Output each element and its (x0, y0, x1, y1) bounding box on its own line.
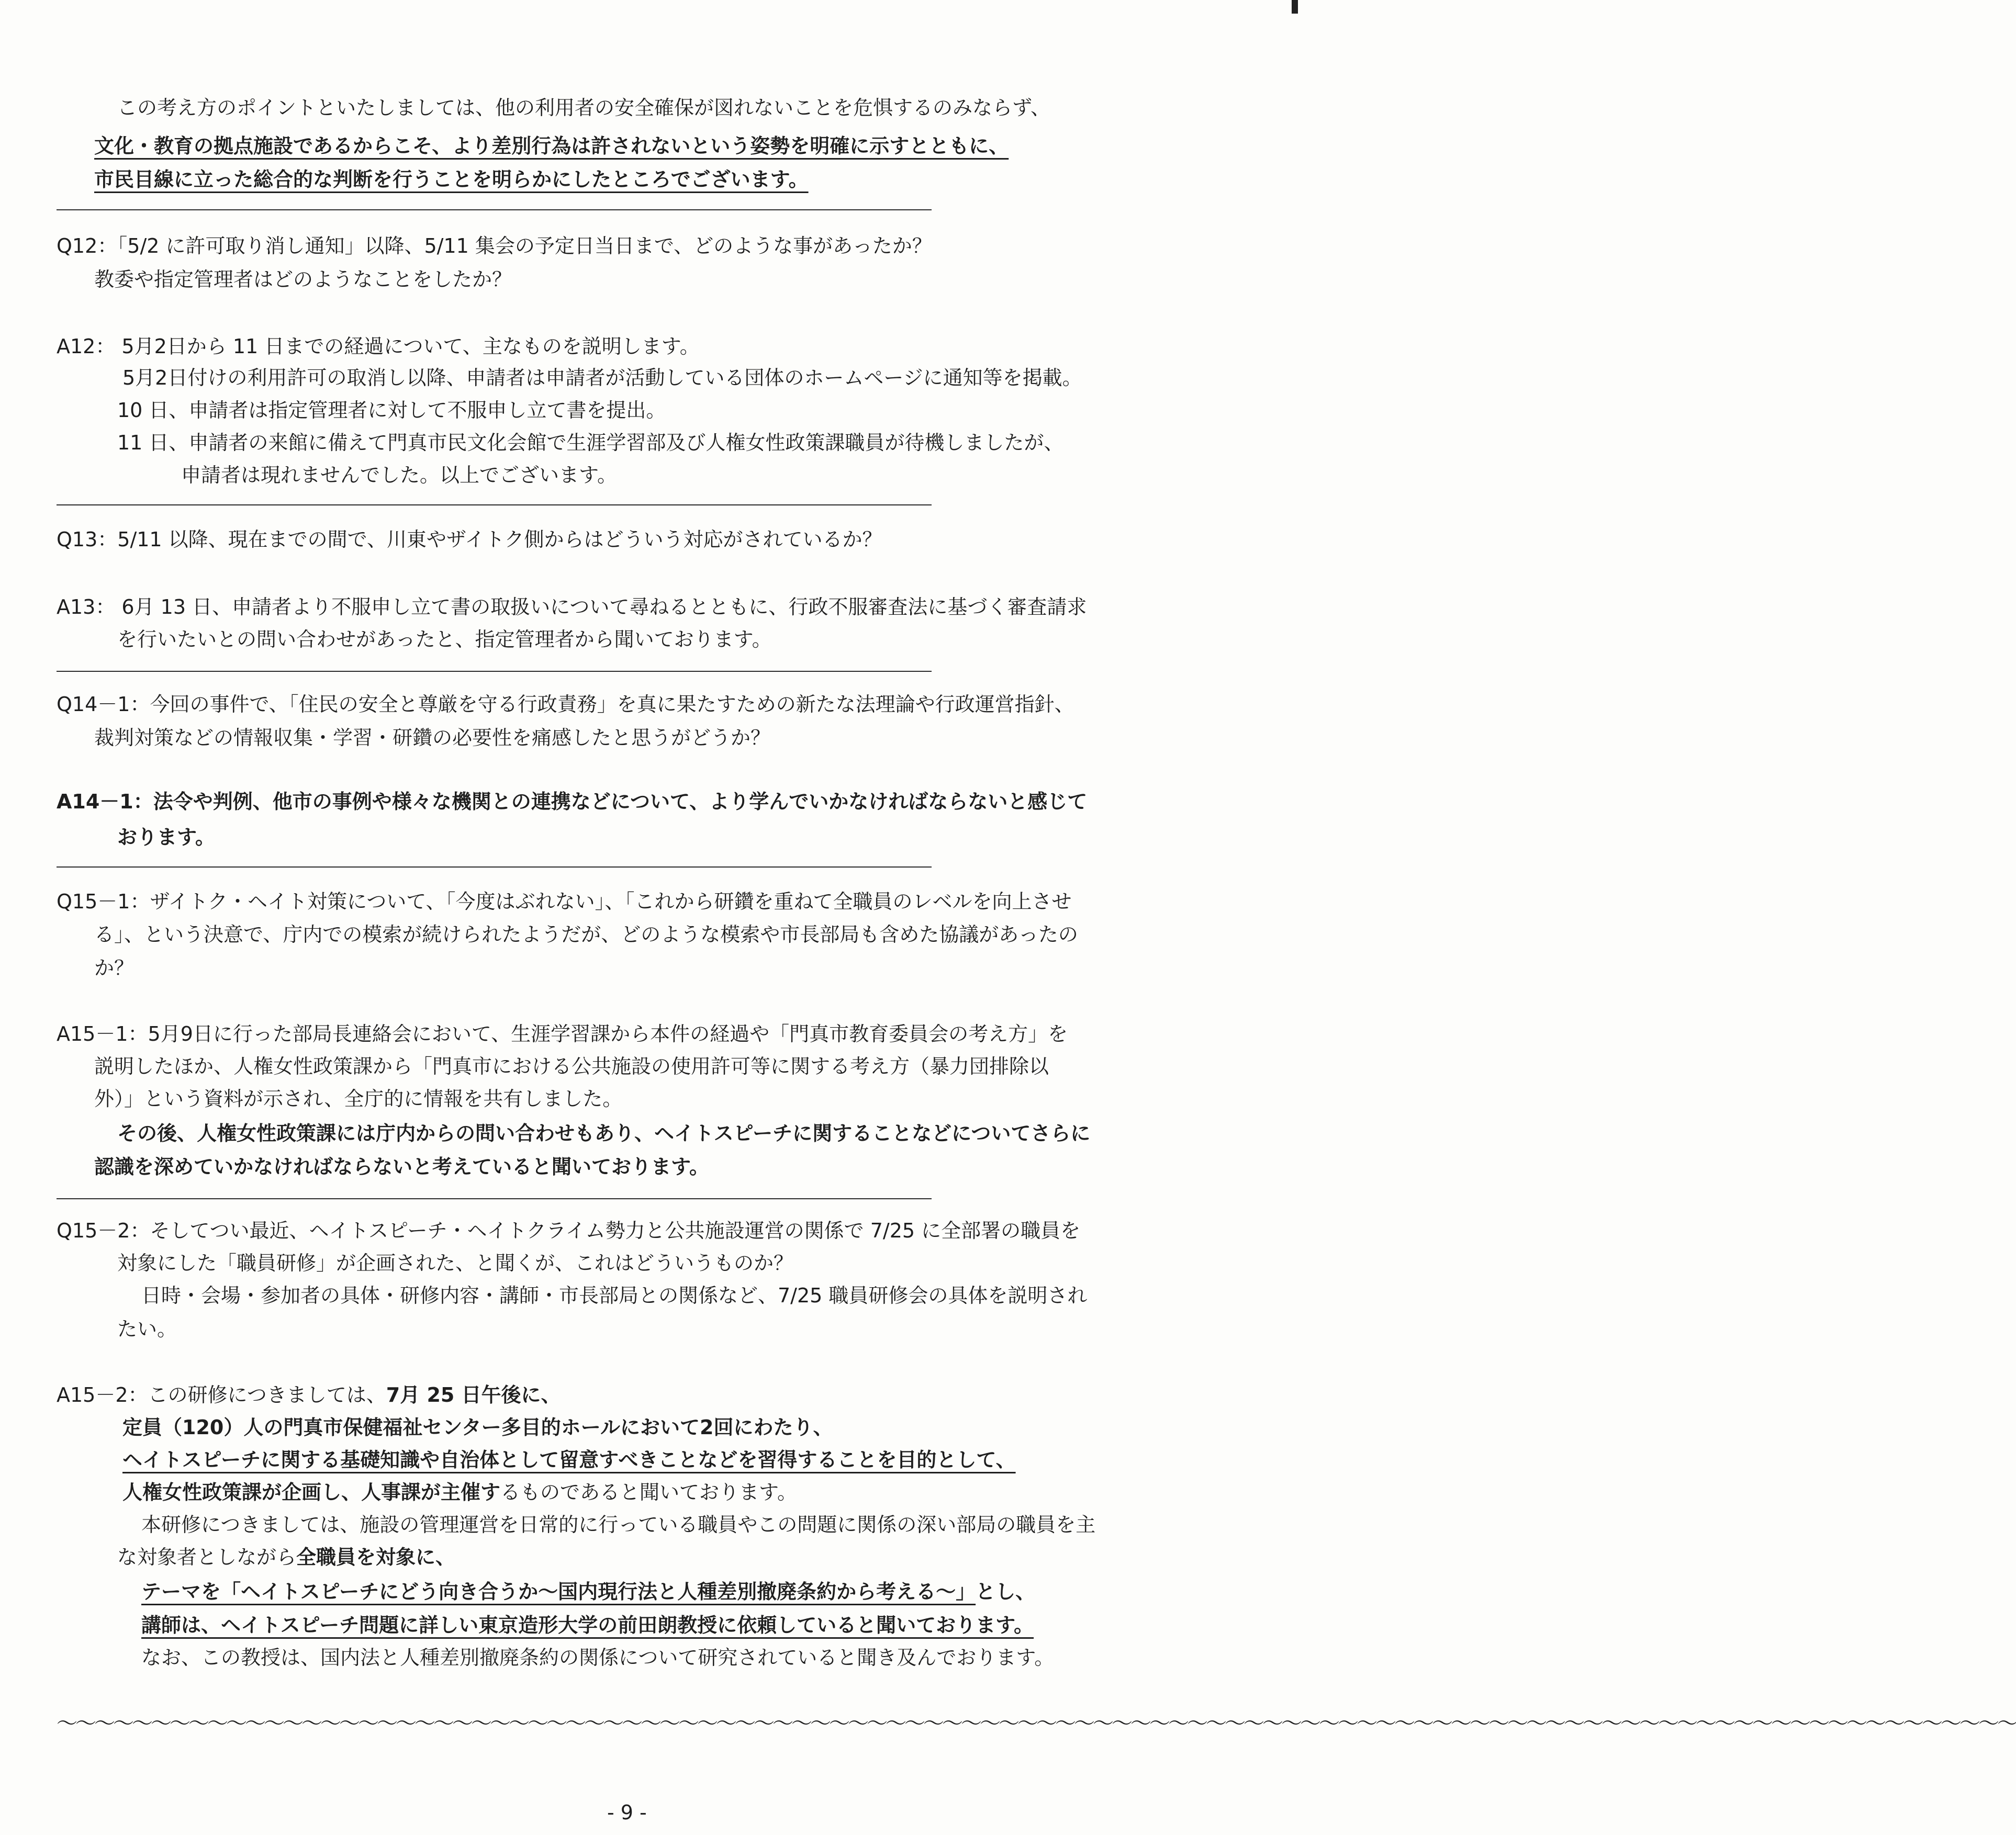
q15-2-line-4: たい。 (117, 1318, 177, 1341)
a15-2-line-6-bold: 全職員を対象に、 (296, 1546, 456, 1569)
intro-line-1: この考え方のポイントといたしましては、他の利用者の安全確保が図れないことを危惧するのみならず、 (117, 96, 1050, 119)
q15-2-line-3: 日時・会場・参加者の具体・研修内容・講師・市長部局との関係など、7/25 職員研修会の具体を説明され (141, 1284, 1088, 1307)
a15-2-line-7 (141, 1578, 1035, 1605)
q15-1-line-1: Q15－1：ザイトク・ヘイト対策について、「今度はぶれない」、「これから研鑽を重ねて全職員のレベルを向上させ (57, 890, 1072, 913)
a12-line-3: 10 日、申請者は指定管理者に対して不服申し立て書を提出。 (117, 399, 666, 422)
q12-line-2: 教委や指定管理者はどのようなことをしたか？ (94, 268, 512, 291)
scan-mark (1292, 0, 1298, 14)
a14-line-1: A14－1：法令や判例、他市の事例や様々な機関との連携などについて、より学んでいかなければならないと感じて (57, 790, 1088, 813)
a13-line-2: を行いたいとの問い合わせがあったと、指定管理者から聞いております。 (117, 628, 772, 651)
a15-2-line-1-date: 7月 25 日午後に、 (386, 1383, 561, 1406)
a15-2-line-7-theme: テーマを「ヘイトスピーチにどう向き合うか～国内現行法と人種差別撤廃条約から考える～」 (141, 1580, 976, 1603)
a15-2-line-1 (57, 1381, 561, 1409)
section-divider (57, 866, 932, 868)
a15-2-line-8: 講師は、ヘイトスピーチ問題に詳しい東京造形大学の前田朗教授に依頼していると聞いております。 (141, 1614, 1034, 1637)
a15-2-line-4-bold: 人権女性政策課が企画し、人事課が主催す (122, 1481, 501, 1504)
a12-line-4: 11 日、申請者の来館に備えて門真市民文化会館で生涯学習部及び人権女性政策課職員が待機しましたが、 (117, 431, 1064, 454)
q12-line-1: Q12：「5/2 に許可取り消し通知」以降、5/11 集会の予定日当日まで、どのような事があったか？ (57, 234, 932, 257)
a12-line-2: 5月2日付けの利用許可の取消し以降、申請者は申請者が活動している団体のホームページに通知等を掲載。 (122, 366, 1082, 389)
intro-line-2: 文化・教育の拠点施設であるからこそ、より差別行為は許されないという姿勢を明確に示すとともに、 (94, 134, 1009, 157)
a12-line-5: 申請者は現れませんでした。以上でございます。 (181, 464, 617, 487)
a15-2-line-1-lead: A15－2：この研修につきましては、 (57, 1383, 386, 1406)
a15-2-line-2: 定員（120）人の門真市保健福祉センター多目的ホールにおいて2回にわたり、 (122, 1416, 833, 1439)
q15-2-line-1: Q15－2：そしてつい最近、ヘイトスピーチ・ヘイトクライム勢力と公共施設運営の関係で 7/25 に全部署の職員を (57, 1219, 1081, 1242)
q14-line-2: 裁判対策などの情報収集・学習・研鑽の必要性を痛感したと思うがどうか？ (94, 726, 771, 749)
a14-line-2: おります。 (117, 826, 215, 849)
a15-2-line-7-tail: とし、 (976, 1580, 1036, 1603)
a15-2-line-4 (122, 1479, 797, 1506)
a15-1-line-3: 外）」という資料が示され、全庁的に情報を共有しました。 (94, 1087, 623, 1110)
a15-1-line-1: A15－1：5月9日に行った部局長連絡会において、生涯学習課から本件の経過や「門真市教育委員会の考え方」を (57, 1022, 1068, 1045)
q14-line-1: Q14－1：今回の事件で、「住民の安全と尊厳を守る行政責務」を真に果たすための新たな法理論や行政運営指針、 (57, 693, 1074, 716)
section-divider (57, 209, 932, 210)
a15-2-line-4-rest: るものであると聞いております。 (500, 1481, 797, 1504)
wave-divider: ～～～～～～～～～～～～～～～～～～～～～～～～～～～～～～～～～～～～～～～～～～～～～～～～～～～～～～～～～～～～～～～～～～～～～～～～～～～～～～～～～～～～～～～～～～～～～～～～～～～～～～～～ (57, 1712, 2016, 1736)
a15-2-line-9: なお、この教授は、国内法と人種差別撤廃条約の関係について研究されていると聞き及んでおります。 (141, 1646, 1055, 1669)
a12-line-1: A12： 5月2日から 11 日までの経過について、主なものを説明します。 (57, 335, 700, 358)
intro-line-3: 市民目線に立った総合的な判断を行うことを明らかにしたところでございます。 (94, 168, 809, 191)
a15-1-line-4: その後、人権女性政策課には庁内からの問い合わせもあり、ヘイトスピーチに関することなどについてさらに (117, 1122, 1091, 1145)
section-divider (57, 671, 932, 672)
a15-2-line-3: ヘイトスピーチに関する基礎知識や自治体として留意すべきことなどを習得することを目的として、 (122, 1448, 1016, 1471)
q15-2-line-2: 対象にした「職員研修」が企画された、と聞くが、これはどういうものか？ (117, 1252, 794, 1275)
a15-1-line-5: 認識を深めていかなければならないと考えていると聞いております。 (94, 1155, 709, 1178)
a15-2-line-6 (117, 1544, 455, 1571)
a15-1-line-2: 説明したほか、人権女性政策課から「門真市における公共施設の使用許可等に関する考え方（暴力団排除以 (94, 1055, 1049, 1078)
section-divider (57, 504, 932, 505)
q15-1-line-3: か？ (94, 956, 135, 980)
a15-2-line-5: 本研修につきましては、施設の管理運営を日常的に行っている職員やこの問題に関係の深い部局の職員を主 (141, 1513, 1096, 1536)
q15-1-line-2: る」、という決意で、庁内での模索が続けられたようだが、どのような模索や市長部局も含めた協議があったの (94, 923, 1078, 946)
page-number: - 9 - (607, 1801, 647, 1824)
a15-2-line-6-lead: な対象者としながら (117, 1546, 297, 1569)
a13-line-1: A13： 6月 13 日、申請者より不服申し立て書の取扱いについて尋ねるとともに、行政不服審査法に基づく審査請求 (57, 595, 1087, 618)
section-divider (57, 1198, 932, 1199)
q13-line-1: Q13：5/11 以降、現在までの間で、川東やザイトク側からはどういう対応がされているか？ (57, 528, 882, 551)
